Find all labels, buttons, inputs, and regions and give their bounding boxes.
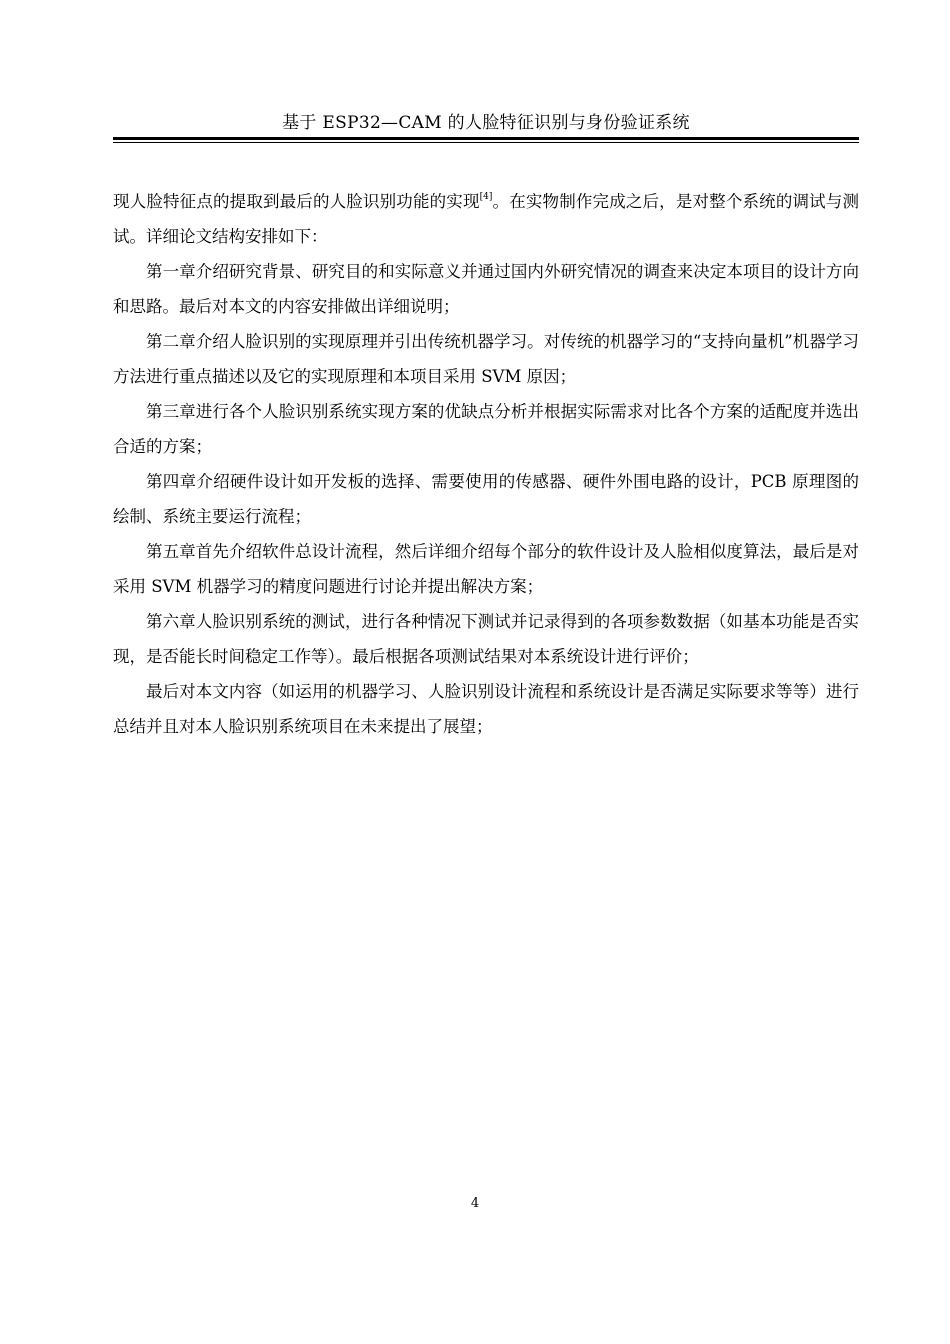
intro-paragraph xyxy=(113,184,859,254)
chapter-2-paragraph: 第二章介绍人脸识别的实现原理并引出传统机器学习。对传统的机器学习的“支持向量机”机器学习方法进行重点描述以及它的实现原理和本项目采用 SVM 原因； xyxy=(113,332,859,386)
citation-marker: [4] xyxy=(479,192,493,202)
chapter-5-paragraph: 第五章首先介绍软件总设计流程，然后详细介绍每个部分的软件设计及人脸相似度算法，最后是对采用 SVM 机器学习的精度问题进行讨论并提出解决方案； xyxy=(113,542,859,596)
running-header-title: 基于 ESP32—CAM 的人脸特征识别与身份验证系统 xyxy=(282,113,690,133)
page-number: 4 xyxy=(470,1196,480,1211)
body-text xyxy=(113,184,859,744)
intro-text: 现人脸特征点的提取到最后的人脸识别功能的实现 xyxy=(113,192,480,211)
conclusion-paragraph: 最后对本文内容（如运用的机器学习、人脸识别设计流程和系统设计是否满足实际要求等等）进行总结并且对本人脸识别系统项目在未来提出了展望； xyxy=(113,682,859,736)
chapter-1-paragraph: 第一章介绍研究背景、研究目的和实际意义并通过国内外研究情况的调查来决定本项目的设计方向和思路。最后对本文的内容安排做出详细说明； xyxy=(113,262,859,316)
chapter-4-paragraph: 第四章介绍硬件设计如开发板的选择、需要使用的传感器、硬件外围电路的设计，PCB 原理图的绘制、系统主要运行流程； xyxy=(113,472,859,526)
header-rule-thin xyxy=(113,142,859,143)
intro-text-after: 。在实物制作完成之后，是对整个系统的调试与测试。详细论文结构安排如下： xyxy=(113,192,860,246)
chapter-6-paragraph: 第六章人脸识别系统的测试，进行各种情况下测试并记录得到的各项参数数据（如基本功能是否实现，是否能长时间稳定工作等）。最后根据各项测试结果对本系统设计进行评价； xyxy=(113,612,859,666)
chapter-3-paragraph: 第三章进行各个人脸识别系统实现方案的优缺点分析并根据实际需求对比各个方案的适配度并选出合适的方案； xyxy=(113,402,859,456)
header-rule-thick xyxy=(113,137,859,140)
